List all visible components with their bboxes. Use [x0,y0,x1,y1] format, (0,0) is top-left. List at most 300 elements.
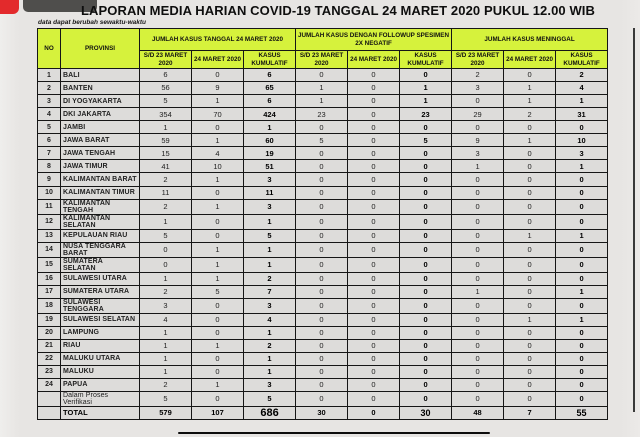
cell-value: 1 [504,134,556,147]
table-row [38,298,608,313]
total-label: TOTAL [61,406,140,419]
cell-value: 0 [556,173,608,186]
cell-value: 0 [296,378,348,391]
cell-value: 0 [296,69,348,82]
cell-value: 0 [556,391,608,406]
table-row [38,326,608,339]
group-header-followup-spesimen: JUMLAH KASUS DENGAN FOLLOWUP SPESIMEN 2X NEGATIF [296,29,452,51]
cell-value: 0 [504,352,556,365]
cell-value: 0 [192,391,244,406]
province-name: SUMATERA SELATAN [61,257,140,272]
cell-value: 0 [400,378,452,391]
cell-value: 4 [244,313,296,326]
table-row [38,199,608,214]
province-name: SULAWESI TENGGARA [61,298,140,313]
cell-value: 3 [244,173,296,186]
disclaimer-note: data dapat berubah sewaktu-waktu [38,19,146,26]
row-number: 3 [38,95,61,108]
cell-value: 0 [452,352,504,365]
cell-value: 5 [296,134,348,147]
province-name: SULAWESI UTARA [61,272,140,285]
cell-value: 0 [192,313,244,326]
table-row [38,186,608,199]
table-row [38,95,608,108]
row-number: 24 [38,378,61,391]
cell-value: 0 [452,173,504,186]
red-corner-overlay [0,0,19,14]
cell-value: 1 [192,339,244,352]
cell-value: 0 [504,242,556,257]
cell-value: 0 [400,214,452,229]
cell-value: 1 [192,272,244,285]
cell-value: 1 [556,95,608,108]
total-value: 48 [452,406,504,419]
cell-value: 0 [452,326,504,339]
table-row [38,134,608,147]
cell-value: 0 [348,69,400,82]
province-name: JAWA TENGAH [61,147,140,160]
cell-value: 1 [140,365,192,378]
cell-value: 0 [192,186,244,199]
row-number: 2 [38,82,61,95]
subcol-meninggal-kumulatif: KASUS KUMULATIF [556,51,608,69]
cell-value: 1 [192,134,244,147]
cell-value: 1 [556,285,608,298]
province-name: BANTEN [61,82,140,95]
cell-value: 0 [192,298,244,313]
province-name: MALUKU [61,365,140,378]
cell-value: 0 [556,199,608,214]
cell-value: 0 [400,147,452,160]
cell-value: 1 [244,352,296,365]
cell-value: 0 [452,272,504,285]
cell-value: 0 [504,272,556,285]
cell-value: 0 [504,285,556,298]
row-number: 17 [38,285,61,298]
cell-value: 0 [348,272,400,285]
cell-value: 11 [140,186,192,199]
cell-value: 0 [192,352,244,365]
cell-value: 0 [296,121,348,134]
cell-value: 0 [192,69,244,82]
cell-value: 1 [192,257,244,272]
cell-value: 0 [400,257,452,272]
cell-value: 0 [348,134,400,147]
cell-value: 0 [348,186,400,199]
cell-value: 2 [504,108,556,121]
cell-value: 5 [400,134,452,147]
total-value: 579 [140,406,192,419]
table-row [38,285,608,298]
province-name: PAPUA [61,378,140,391]
subcol-followup-kumulatif: KASUS KUMULATIF [400,51,452,69]
cell-value: 0 [192,229,244,242]
cell-value: 0 [192,121,244,134]
col-header-provinsi: PROVINSI [61,29,140,69]
cell-value: 0 [400,199,452,214]
cell-value: 1 [140,121,192,134]
cell-value: 0 [400,365,452,378]
cell-value: 1 [452,160,504,173]
province-name: JAMBI [61,121,140,134]
row-number: 10 [38,186,61,199]
cell-value: 0 [348,121,400,134]
cell-value: 0 [556,214,608,229]
cell-value: 19 [244,147,296,160]
table-row [38,69,608,82]
cell-value: 0 [400,285,452,298]
subcol-meninggal-sd23: S/D 23 MARET 2020 [452,51,504,69]
cell-value: 0 [400,391,452,406]
cell-value: 2 [244,339,296,352]
total-row [38,406,608,419]
cell-value: 0 [452,339,504,352]
table-row [38,173,608,186]
cell-value: 0 [504,339,556,352]
cell-value: 0 [400,352,452,365]
province-name: NUSA TENGGARA BARAT [61,242,140,257]
cell-value: 0 [140,242,192,257]
cell-value: 0 [296,272,348,285]
cell-value: 56 [140,82,192,95]
cell-value: 1 [504,229,556,242]
cell-value: 0 [348,365,400,378]
cell-value: 0 [348,229,400,242]
cell-value: 0 [452,313,504,326]
cell-value: 3 [244,199,296,214]
cell-value: 1 [140,352,192,365]
cell-value: 0 [556,365,608,378]
table-row [38,160,608,173]
cell-value: 0 [556,339,608,352]
cell-value: 41 [140,160,192,173]
table-row [38,229,608,242]
cell-value: 0 [452,121,504,134]
cell-value: 4 [140,313,192,326]
cell-value: 59 [140,134,192,147]
row-number: 13 [38,229,61,242]
row-number: 8 [38,160,61,173]
subcol-kasus-sd23: S/D 23 MARET 2020 [140,51,192,69]
cell-value: 1 [140,272,192,285]
cell-value: 0 [556,352,608,365]
cell-value: 70 [192,108,244,121]
province-name: JAWA TIMUR [61,160,140,173]
cell-value: 0 [504,257,556,272]
cell-value: 11 [244,186,296,199]
row-number: 22 [38,352,61,365]
cell-value: 0 [296,313,348,326]
slide-edge-line [633,28,635,412]
cell-value: 1 [244,257,296,272]
total-value: 0 [348,406,400,419]
cell-value: 0 [348,199,400,214]
cell-value: 3 [244,378,296,391]
cell-value: 0 [504,326,556,339]
cell-value: 0 [504,391,556,406]
table-row [38,352,608,365]
cell-value: 0 [452,365,504,378]
subcol-kasus-24: 24 MARET 2020 [192,51,244,69]
subcol-followup-24: 24 MARET 2020 [348,51,400,69]
cell-value: 0 [296,214,348,229]
cell-value: 0 [296,365,348,378]
cell-value: 0 [296,285,348,298]
cell-value: 0 [452,242,504,257]
cell-value: 0 [400,186,452,199]
cell-value: 0 [348,160,400,173]
row-number: 5 [38,121,61,134]
table-row [38,82,608,95]
cell-value: 1 [504,313,556,326]
cell-value: 0 [400,69,452,82]
bottom-progress-line [178,432,490,434]
group-header-meninggal: JUMLAH KASUS MENINGGAL [452,29,608,51]
cell-value: 1 [140,339,192,352]
cell-value: 6 [244,69,296,82]
cell-value: 3 [140,298,192,313]
province-name: KALIMANTAN TIMUR [61,186,140,199]
cell-value: 0 [556,242,608,257]
cell-value: 0 [140,257,192,272]
cell-value: 60 [244,134,296,147]
cell-value: 0 [556,378,608,391]
cell-value: 0 [348,242,400,257]
cell-value: 1 [140,326,192,339]
province-name: SULAWESI SELATAN [61,313,140,326]
cell-value: 0 [452,229,504,242]
row-number: 16 [38,272,61,285]
cell-value: 0 [348,352,400,365]
cell-value: 7 [244,285,296,298]
cell-value: 2 [556,69,608,82]
cell-value: 0 [400,326,452,339]
province-name: SUMATERA UTARA [61,285,140,298]
cell-value: 29 [452,108,504,121]
cell-value: 0 [348,391,400,406]
cell-value: 0 [504,298,556,313]
cell-value: 5 [140,391,192,406]
cell-value: 5 [192,285,244,298]
table-row [38,378,608,391]
table-row [38,365,608,378]
cell-value: 0 [504,160,556,173]
total-row-number [38,406,61,419]
cell-value: 0 [192,365,244,378]
cell-value: 0 [504,69,556,82]
cell-value: 0 [348,147,400,160]
cell-value: 5 [244,391,296,406]
subcol-meninggal-24: 24 MARET 2020 [504,51,556,69]
cell-value: 15 [140,147,192,160]
province-name: KALIMANTAN BARAT [61,173,140,186]
cell-value: 1 [244,365,296,378]
cell-value: 0 [556,326,608,339]
table-body [38,69,608,407]
cell-value: 0 [192,326,244,339]
cell-value: 0 [348,95,400,108]
cell-value: 0 [348,326,400,339]
cell-value: 0 [452,378,504,391]
table-row [38,108,608,121]
table-row [38,272,608,285]
header-group-row [38,29,608,51]
cell-value: 0 [296,242,348,257]
cell-value: 10 [192,160,244,173]
cell-value: 3 [556,147,608,160]
page-title: LAPORAN MEDIA HARIAN COVID-19 TANGGAL 24 MARET 2020 PUKUL 12.00 WIB [80,3,596,18]
cell-value: 0 [400,173,452,186]
province-name: Dalam Proses Verifikasi [61,391,140,406]
cell-value: 2 [140,378,192,391]
province-name: KEPULAUAN RIAU [61,229,140,242]
row-number: 7 [38,147,61,160]
cell-value: 23 [400,108,452,121]
cell-value: 5 [140,229,192,242]
total-value: 7 [504,406,556,419]
row-number: 1 [38,69,61,82]
row-number: 15 [38,257,61,272]
cell-value: 0 [452,214,504,229]
cell-value: 51 [244,160,296,173]
cell-value: 0 [504,173,556,186]
group-header-jumlah-kasus: JUMLAH KASUS TANGGAL 24 MARET 2020 [140,29,296,51]
cell-value: 10 [556,134,608,147]
cell-value: 1 [192,378,244,391]
cell-value: 3 [452,82,504,95]
province-name: JAWA BARAT [61,134,140,147]
cell-value: 0 [556,272,608,285]
cell-value: 0 [400,229,452,242]
table-row [38,257,608,272]
cell-value: 354 [140,108,192,121]
cell-value: 1 [244,121,296,134]
cell-value: 0 [296,186,348,199]
cell-value: 2 [244,272,296,285]
cell-value: 1 [400,95,452,108]
cell-value: 0 [452,298,504,313]
subcol-followup-sd23: S/D 23 MARET 2020 [296,51,348,69]
total-value: 55 [556,406,608,419]
row-number: 12 [38,214,61,229]
cell-value: 0 [504,199,556,214]
cell-value: 6 [244,95,296,108]
province-name: RIAU [61,339,140,352]
cell-value: 0 [556,121,608,134]
cell-value: 0 [556,257,608,272]
cell-value: 0 [296,147,348,160]
cell-value: 0 [452,199,504,214]
row-number: 11 [38,199,61,214]
cell-value: 0 [348,339,400,352]
table-row [38,242,608,257]
cell-value: 2 [452,69,504,82]
cell-value: 5 [244,229,296,242]
covid-report-table [37,28,608,420]
cell-value: 1 [244,326,296,339]
province-name: KALIMANTAN TENGAH [61,199,140,214]
cell-value: 2 [140,199,192,214]
cell-value: 2 [140,173,192,186]
table-row [38,339,608,352]
cell-value: 0 [296,391,348,406]
province-name: BALI [61,69,140,82]
cell-value: 1 [192,95,244,108]
cell-value: 1 [556,160,608,173]
cell-value: 1 [504,82,556,95]
table-row [38,121,608,134]
province-name: DI YOGYAKARTA [61,95,140,108]
table-row [38,313,608,326]
cell-value: 4 [192,147,244,160]
cell-value: 0 [504,365,556,378]
cell-value: 1 [244,242,296,257]
row-number: 6 [38,134,61,147]
cell-value: 1 [296,82,348,95]
cell-value: 2 [140,285,192,298]
cell-value: 3 [244,298,296,313]
cell-value: 0 [400,160,452,173]
cell-value: 1 [504,95,556,108]
cell-value: 1 [192,173,244,186]
cell-value: 424 [244,108,296,121]
province-name: KALIMANTAN SELATAN [61,214,140,229]
cell-value: 9 [192,82,244,95]
cell-value: 0 [296,298,348,313]
cell-value: 9 [452,134,504,147]
cell-value: 0 [348,108,400,121]
cell-value: 0 [348,82,400,95]
cell-value: 0 [556,298,608,313]
cell-value: 0 [348,313,400,326]
row-number: 23 [38,365,61,378]
cell-value: 0 [452,186,504,199]
total-value: 107 [192,406,244,419]
table-row [38,147,608,160]
total-value: 686 [244,406,296,419]
cell-value: 65 [244,82,296,95]
cell-value: 1 [556,313,608,326]
cell-value: 1 [296,95,348,108]
cell-value: 0 [452,257,504,272]
cell-value: 0 [348,378,400,391]
cell-value: 0 [296,352,348,365]
table-footer [38,406,608,419]
row-number [38,391,61,406]
province-name: MALUKU UTARA [61,352,140,365]
total-value: 30 [400,406,452,419]
cell-value: 1 [244,214,296,229]
cell-value: 0 [296,173,348,186]
cell-value: 0 [296,160,348,173]
table-header [38,29,608,69]
province-name: DKI JAKARTA [61,108,140,121]
cell-value: 4 [556,82,608,95]
cell-value: 0 [504,186,556,199]
col-header-no: NO [38,29,61,69]
cell-value: 1 [192,199,244,214]
cell-value: 0 [348,285,400,298]
cell-value: 3 [452,147,504,160]
cell-value: 0 [400,272,452,285]
cell-value: 0 [504,147,556,160]
cell-value: 0 [296,199,348,214]
cell-value: 5 [140,95,192,108]
cell-value: 0 [504,378,556,391]
cell-value: 0 [504,121,556,134]
cell-value: 0 [400,313,452,326]
cell-value: 0 [296,257,348,272]
